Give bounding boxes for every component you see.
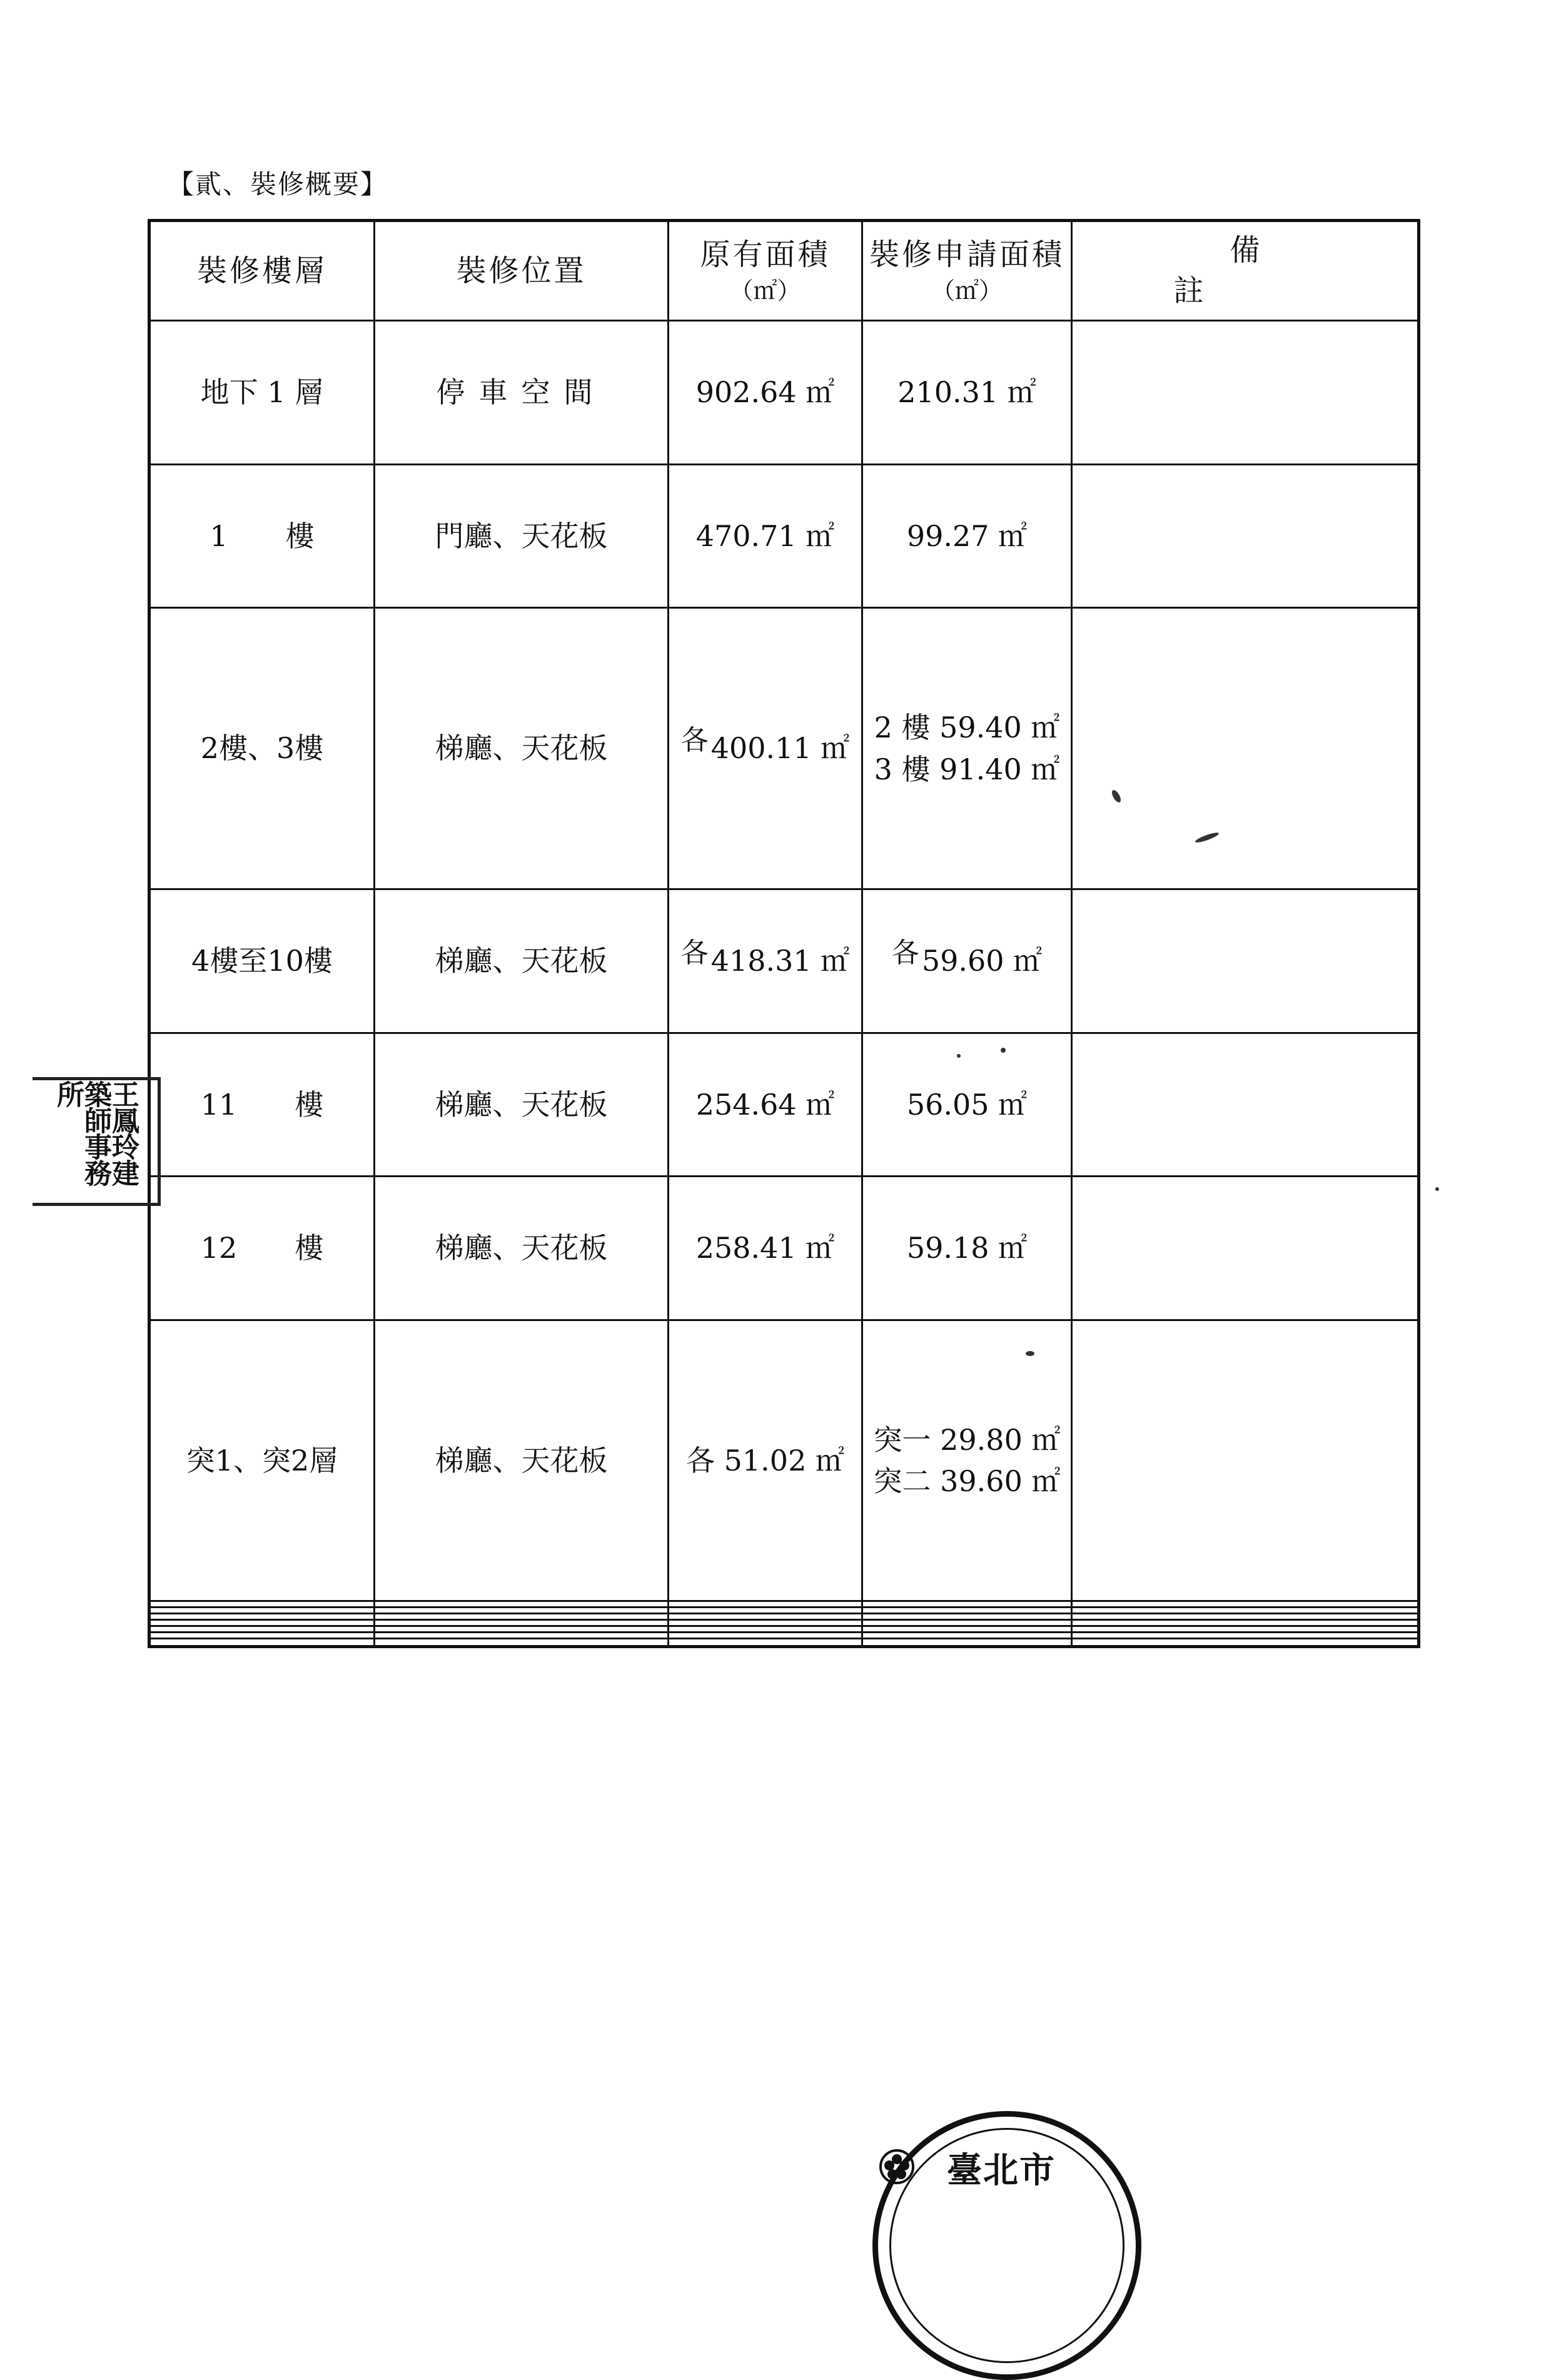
cell-location: 停車空間	[375, 321, 669, 465]
cell-floor: 12 樓	[149, 1177, 375, 1320]
header-floor: 裝修樓層	[149, 221, 375, 321]
cell-remarks	[1072, 464, 1419, 608]
architect-seal-text: 王鳳玲建築師事務所	[52, 1080, 139, 1185]
cell-floor: 突1、突2層	[149, 1320, 375, 1601]
scan-speck	[1435, 1187, 1439, 1191]
header-row	[149, 221, 1419, 321]
cell-original-area: 各 51.02 ㎡	[669, 1320, 862, 1601]
header-location: 裝修位置	[375, 221, 669, 321]
scan-speck	[1026, 1351, 1034, 1356]
empty-row	[149, 1614, 1419, 1620]
each-prefix: 各	[891, 936, 919, 969]
cell-original-area: 各418.31 ㎡	[669, 889, 862, 1033]
cell-floor: 4樓至10樓	[149, 889, 375, 1033]
cell-location: 門廳、天花板	[375, 464, 669, 608]
cell-original-area: 258.41 ㎡	[669, 1177, 862, 1320]
cell-remarks	[1072, 889, 1419, 1033]
table-row	[149, 1320, 1419, 1601]
each-prefix: 各	[680, 936, 709, 969]
cell-applied-area: 突一 29.80 ㎡ 突二 39.60 ㎡	[862, 1320, 1072, 1601]
empty-row	[149, 1620, 1419, 1626]
cell-floor: 2樓、3樓	[149, 608, 375, 889]
cell-original-area: 各400.11 ㎡	[669, 608, 862, 889]
cell-applied-area: 99.27 ㎡	[862, 464, 1072, 608]
empty-row	[149, 1632, 1419, 1638]
cell-original-area: 470.71 ㎡	[669, 464, 862, 608]
each-prefix: 各	[680, 724, 709, 757]
plum-blossom-icon	[878, 2148, 916, 2185]
cell-remarks	[1072, 1320, 1419, 1601]
renovation-summary-table-wrap	[148, 219, 1417, 1648]
header-remarks: 備註	[1072, 221, 1419, 321]
cell-location: 梯廳、天花板	[375, 1320, 669, 1601]
cell-remarks	[1072, 608, 1419, 889]
official-stamp	[872, 2111, 1141, 2380]
cell-floor: 11 樓	[149, 1033, 375, 1177]
header-original-area: 原有面積 （㎡）	[669, 221, 862, 321]
table-row	[149, 321, 1419, 465]
cell-floor: 地下 1 層	[149, 321, 375, 465]
empty-row	[149, 1626, 1419, 1632]
document-title: 【貳、裝修概要】	[168, 169, 388, 200]
cell-location: 梯廳、天花板	[375, 1033, 669, 1177]
cell-location: 梯廳、天花板	[375, 889, 669, 1033]
scan-speck	[957, 1054, 961, 1058]
cell-original-area: 254.64 ㎡	[669, 1033, 862, 1177]
cell-applied-area: 2 樓 59.40 ㎡ 3 樓 91.40 ㎡	[862, 608, 1072, 889]
cell-remarks	[1072, 1033, 1419, 1177]
architect-seal	[33, 1077, 161, 1206]
renovation-summary-table	[148, 219, 1420, 1648]
cell-floor: 1 樓	[149, 464, 375, 608]
cell-location: 梯廳、天花板	[375, 608, 669, 889]
cell-remarks	[1072, 1177, 1419, 1320]
cell-applied-area: 210.31 ㎡	[862, 321, 1072, 465]
cell-original-area: 902.64 ㎡	[669, 321, 862, 465]
table-row	[149, 1033, 1419, 1177]
empty-row	[149, 1601, 1419, 1608]
table-row	[149, 464, 1419, 608]
cell-remarks	[1072, 321, 1419, 465]
table-row	[149, 608, 1419, 889]
header-applied-area: 裝修申請面積 （㎡）	[862, 221, 1072, 321]
scan-speck	[1001, 1048, 1006, 1053]
empty-row	[149, 1638, 1419, 1646]
cell-applied-area: 56.05 ㎡	[862, 1033, 1072, 1177]
cell-applied-area: 59.18 ㎡	[862, 1177, 1072, 1320]
cell-applied-area: 各59.60 ㎡	[862, 889, 1072, 1033]
cell-location: 梯廳、天花板	[375, 1177, 669, 1320]
official-stamp-text: 臺北市	[947, 2150, 1056, 2191]
table-row	[149, 1177, 1419, 1320]
empty-row	[149, 1608, 1419, 1614]
table-row	[149, 889, 1419, 1033]
